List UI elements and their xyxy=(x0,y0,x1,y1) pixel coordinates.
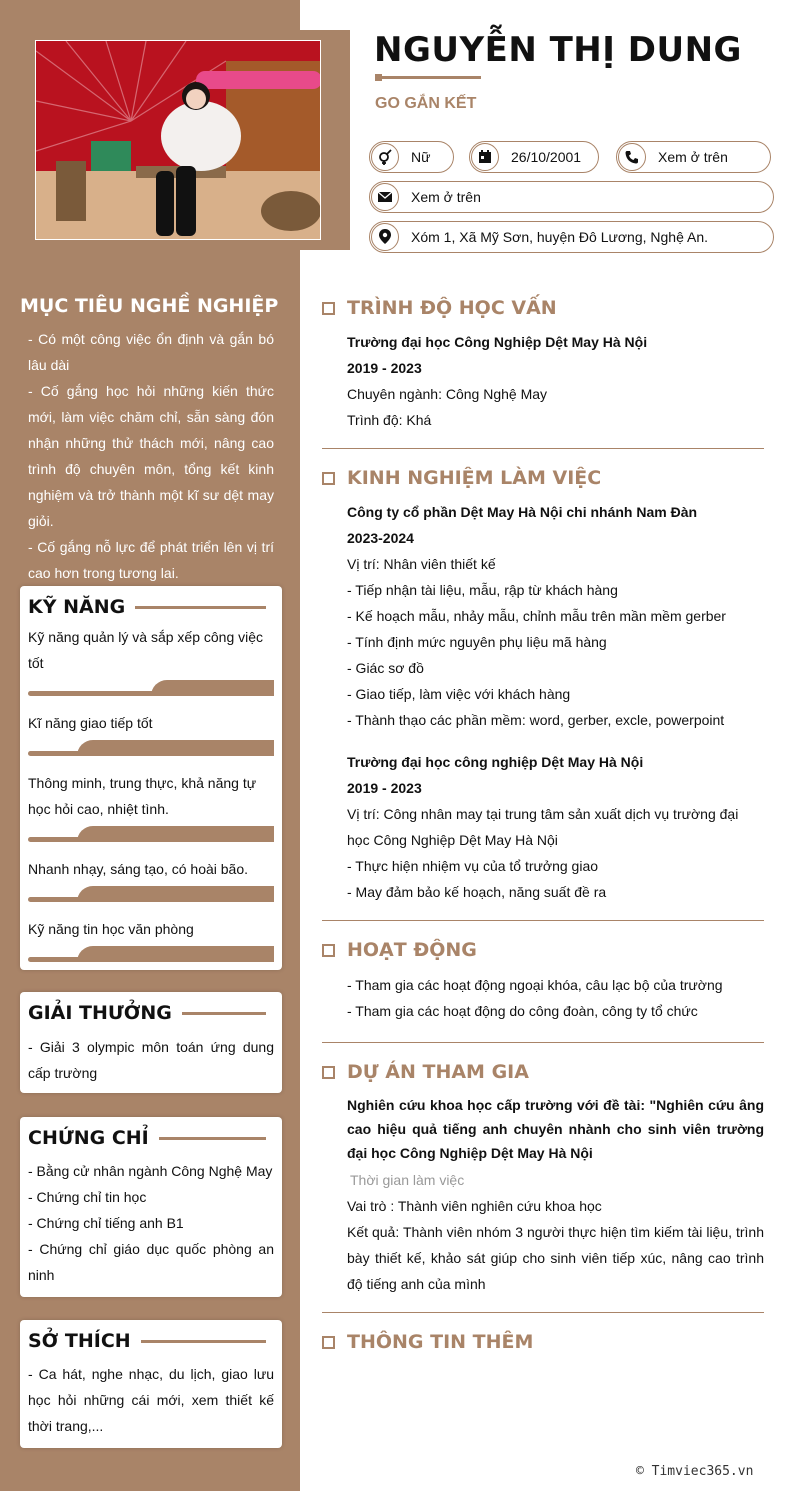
certificate-item: - Chứng chỉ tin học xyxy=(28,1189,147,1205)
job-period: 2023-2024 xyxy=(347,530,414,546)
experience-job xyxy=(347,749,764,905)
gender-value: Nữ xyxy=(411,149,431,165)
job-task: - Thực hiện nhiệm vụ của tổ trưởng giao xyxy=(347,858,599,874)
calendar-icon xyxy=(471,143,499,171)
certificates-card xyxy=(20,1117,282,1297)
dob-pill xyxy=(469,141,599,173)
name-underline xyxy=(375,76,481,79)
objective-title: MỤC TIÊU NGHỀ NGHIỆP xyxy=(20,295,279,317)
checkbox-icon xyxy=(322,472,335,485)
awards-card xyxy=(20,992,282,1093)
candidate-name: NGUYỄN THỊ DUNG xyxy=(374,30,742,70)
projects-section-header xyxy=(322,1061,529,1083)
objective-line: - Có một công việc ổn định và gắn bó lâu dài xyxy=(28,331,274,373)
certificate-item: - Chứng chỉ giáo dục quốc phòng an ninh xyxy=(28,1241,274,1283)
job-task: - Tiếp nhận tài liệu, mẫu, rập từ khách hàng xyxy=(347,582,618,598)
hobbies-header xyxy=(28,1330,266,1352)
job-position: Vị trí: Nhân viên thiết kế xyxy=(347,556,496,572)
address-value: Xóm 1, Xã Mỹ Sơn, huyện Đô Lương, Nghệ An. xyxy=(411,229,709,245)
certificates-header xyxy=(28,1127,266,1149)
phone-value: Xem ở trên xyxy=(658,149,728,165)
skill-label: Nhanh nhạy, sáng tạo, có hoài bão. xyxy=(28,861,249,877)
job-task: - Kế hoạch mẫu, nhảy mẫu, chỉnh mẫu trên mần mềm gerber xyxy=(347,608,726,624)
hobbies-text: - Ca hát, nghe nhạc, du lịch, giao lưu học hỏi những cái mới, xem thiết kế thời trang,... xyxy=(28,1366,274,1434)
watermark: © Timviec365.vn xyxy=(636,1464,754,1479)
job-company: Trường đại học công nghiệp Dệt May Hà Nội xyxy=(347,754,644,770)
checkbox-icon xyxy=(322,944,335,957)
education-body xyxy=(347,329,764,433)
education-major: Chuyên ngành: Công Nghệ May xyxy=(347,386,548,402)
activity-item: - Tham gia các hoạt động ngoại khóa, câu lạc bộ của trường xyxy=(347,977,723,993)
projects-title: DỰ ÁN THAM GIA xyxy=(347,1061,529,1083)
skill-bar xyxy=(28,826,274,842)
envelope-icon xyxy=(371,183,399,211)
job-period: 2019 - 2023 xyxy=(347,780,422,796)
skills-title: KỸ NĂNG xyxy=(28,596,126,618)
objective-line: - Cố gắng nỗ lực để phát triển lên vị trí cao hơn trong tương lai. xyxy=(28,539,274,581)
experience-section-header xyxy=(322,467,601,489)
certificate-item: - Bằng cử nhân ngành Công Nghệ May xyxy=(28,1163,273,1179)
skill-label: Kĩ năng giao tiếp tốt xyxy=(28,715,153,731)
address-pill xyxy=(369,221,774,253)
job-task: - Giác sơ đồ xyxy=(347,660,424,676)
dob-value: 26/10/2001 xyxy=(511,149,582,165)
skills-header xyxy=(28,596,266,618)
job-task: - Tính định mức nguyên phụ liệu mã hàng xyxy=(347,634,607,650)
objective-text xyxy=(28,326,274,586)
skills-card xyxy=(20,586,282,970)
job-task: - May đảm bảo kế hoạch, năng suất đề ra xyxy=(347,884,607,900)
divider xyxy=(159,1137,266,1140)
awards-title: GIẢI THƯỞNG xyxy=(28,1002,172,1024)
job-task: - Thành thạo các phần mềm: word, gerber, excle, powerpoint xyxy=(347,712,725,728)
project-time: Thời gian làm việc xyxy=(350,1172,465,1188)
skill-label: Thông minh, trung thực, khả năng tự học hỏi cao, nhiệt tình. xyxy=(28,775,257,817)
location-icon xyxy=(371,223,399,251)
job-company: Công ty cổ phần Dệt May Hà Nội chi nhánh Nam Đàn xyxy=(347,504,698,520)
section-divider xyxy=(322,920,764,921)
extra-title: THÔNG TIN THÊM xyxy=(347,1331,534,1353)
gender-icon xyxy=(371,143,399,171)
skill-label: Kỹ năng tin học văn phòng xyxy=(28,921,194,937)
divider xyxy=(141,1340,266,1343)
divider xyxy=(182,1012,266,1015)
checkbox-icon xyxy=(322,1336,335,1349)
projects-body xyxy=(347,1093,764,1297)
skill-item xyxy=(28,916,274,962)
skill-bar xyxy=(28,886,274,902)
project-name: Nghiên cứu khoa học cấp trường với đề tài: "Nghiên cứu âng cao hiệu quả tiếng anh chuyên nhành cho sinh viên trường đại học Công Nghiệp Dệt May Hà Nội xyxy=(347,1097,764,1161)
experience-job xyxy=(347,499,764,733)
phone-icon xyxy=(618,143,646,171)
job-position: Vị trí: Công nhân may tại trung tâm sản xuất dịch vụ trường đại học Công Nghiệp Dệt May Hà Nội xyxy=(347,806,739,848)
skill-item xyxy=(28,856,274,902)
certificates-title: CHỨNG CHỈ xyxy=(28,1127,149,1149)
hobbies-title: SỞ THÍCH xyxy=(28,1330,131,1352)
education-section-header xyxy=(322,297,557,319)
hobbies-card xyxy=(20,1320,282,1448)
checkbox-icon xyxy=(322,302,335,315)
experience-title: KINH NGHIỆM LÀM VIỆC xyxy=(347,467,602,489)
objective-line: - Cố gắng học hỏi những kiến thức mới, làm việc chăm chỉ, sẵn sàng đón nhận những thử thách mới, nâng cao trình độ chuyên môn, tổng kết kinh nghiệm và trở thành một kĩ sư dệt may giỏi. xyxy=(28,383,274,529)
job-task: - Giao tiếp, làm việc với khách hàng xyxy=(347,686,571,702)
skill-bar xyxy=(28,946,274,962)
checkbox-icon xyxy=(322,1066,335,1079)
section-divider xyxy=(322,1042,764,1043)
email-value: Xem ở trên xyxy=(411,189,481,205)
skill-bar xyxy=(28,740,274,756)
activity-item: - Tham gia các hoạt động do công đoàn, công ty tổ chức xyxy=(347,1003,698,1019)
section-divider xyxy=(322,448,764,449)
education-grade: Trình độ: Khá xyxy=(347,412,432,428)
skills-list xyxy=(28,624,274,962)
awards-header xyxy=(28,1002,266,1024)
skill-item xyxy=(28,710,274,756)
education-school: Trường đại học Công Nghiệp Dệt May Hà Nội xyxy=(347,334,648,350)
project-result: Kết quả: Thành viên nhóm 3 người thực hiện tìm kiếm tài liệu, trình bày thiết kế, khảo sát giúp cho sinh viên tiếp xúc, nâng cao trình độ tiếng anh của mình xyxy=(347,1224,764,1292)
education-title: TRÌNH ĐỘ HỌC VẤN xyxy=(347,297,557,319)
skill-bar xyxy=(28,680,274,696)
email-pill xyxy=(369,181,774,213)
activities-title: HOẠT ĐỘNG xyxy=(347,939,477,961)
skill-label: Kỹ năng quản lý và sắp xếp công việc tốt xyxy=(28,629,264,671)
certificates-list xyxy=(28,1158,274,1288)
divider xyxy=(135,606,266,609)
extra-section-header xyxy=(322,1331,533,1353)
profile-photo xyxy=(35,40,321,240)
education-period: 2019 - 2023 xyxy=(347,360,422,376)
section-divider xyxy=(322,1312,764,1313)
project-role: Vai trò : Thành viên nghiên cứu khoa học xyxy=(347,1198,602,1214)
name-underline-dot xyxy=(375,74,382,81)
gender-pill xyxy=(369,141,454,173)
phone-pill xyxy=(616,141,771,173)
awards-text: - Giải 3 olympic môn toán ứng dung cấp trường xyxy=(28,1039,274,1081)
activities-section-header xyxy=(322,939,477,961)
skill-item xyxy=(28,770,274,842)
certificate-item: - Chứng chỉ tiếng anh B1 xyxy=(28,1215,184,1231)
job-title: GO GẮN KẾT xyxy=(375,95,477,112)
activities-body xyxy=(347,972,764,1024)
skill-item xyxy=(28,624,274,696)
